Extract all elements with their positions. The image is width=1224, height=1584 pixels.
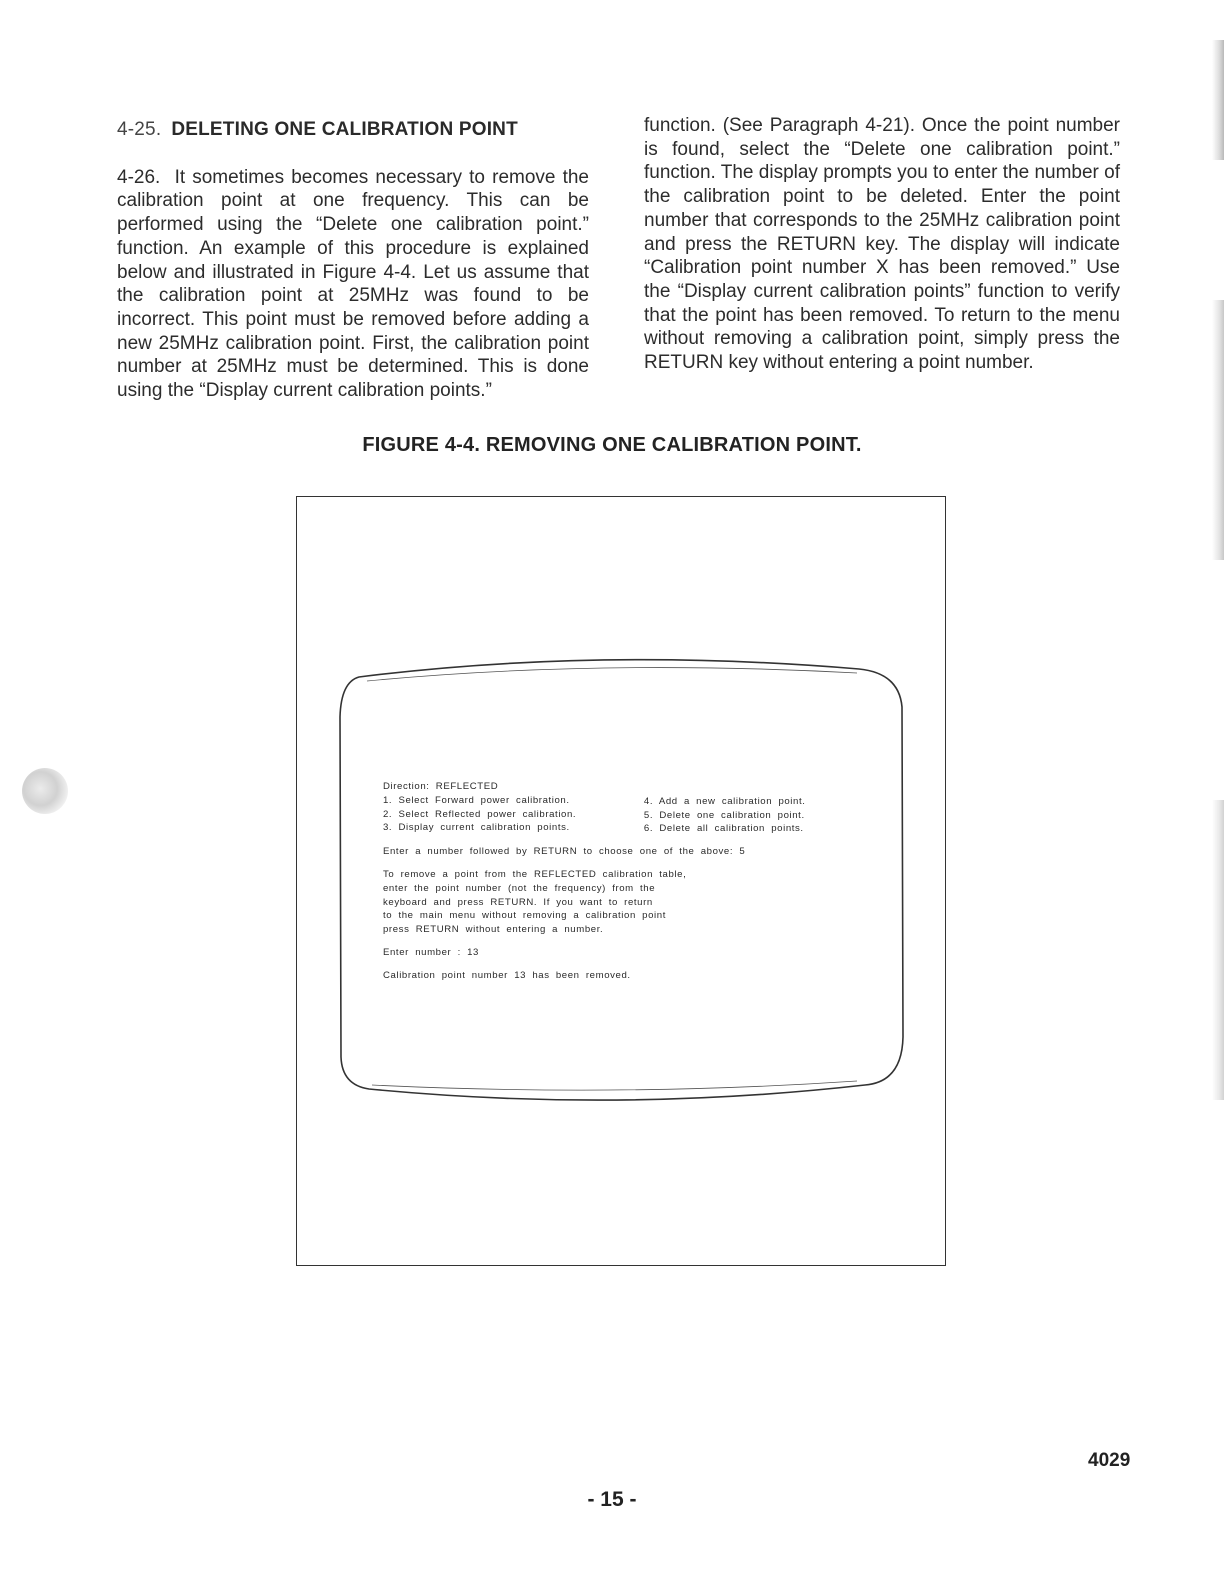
paragraph-text-left: It sometimes becomes necessary to remove the calibration point at one frequency. This can be performed using the “Delete one calibration point.” function. An example of this procedure is explained below and illustrated in Figure 4-4. Let us assume that the calibration point at 25MHz was found to be incorrect. This point must be removed before adding a new 25MHz calibration point. First, the calibration point number at 25MHz must be determined. This is done using the “Display current calibration points.” bbox=[117, 166, 590, 402]
scan-edge-mark bbox=[1212, 40, 1224, 160]
terminal-screen bbox=[383, 780, 863, 983]
menu-item: 5. Delete one calibration point. bbox=[643, 809, 805, 821]
result-line: Calibration point number 13 has been removed. bbox=[383, 969, 631, 981]
menu-item: 1. Select Forward power calibration. bbox=[383, 794, 570, 806]
enter-number-line: Enter number : 13 bbox=[383, 946, 479, 958]
document-number: 4029 bbox=[1088, 1450, 1131, 1471]
menu-column-right bbox=[644, 795, 863, 836]
menu-item: 4. Add a new calibration point. bbox=[643, 795, 806, 807]
section-heading bbox=[117, 118, 589, 142]
binder-hole-mark bbox=[22, 768, 68, 814]
paragraph-text-right: function. (See Paragraph 4-21). Once the point number is found, select the “Delete one calibration point.” function. The display prompts you to enter the number of the calibration point to be deleted. Enter the point number that corresponds to the 25MHz calibration point and press the RETURN key. The display will indicate “Calibration point number X has been removed.” Use the “Display current calibration points” function to verify that the point has been removed. To return to the menu without removing a calibration point, simply press the RETURN key without entering a point number. bbox=[644, 115, 1120, 374]
left-column bbox=[117, 118, 589, 403]
figure-frame bbox=[296, 496, 946, 1266]
instruction-line: keyboard and press RETURN. If you want to return bbox=[383, 896, 653, 908]
instruction-line: enter the point number (not the frequency) from the bbox=[383, 882, 656, 894]
instruction-line: To remove a point from the REFLECTED calibration table, bbox=[383, 868, 687, 880]
main-menu bbox=[383, 794, 863, 836]
instruction-line: to the main menu without removing a calibration point bbox=[383, 910, 666, 922]
section-number: 4-25. bbox=[117, 119, 162, 140]
paragraph-left bbox=[117, 166, 589, 403]
paragraph-number: 4-26. bbox=[117, 166, 161, 188]
right-column bbox=[644, 114, 1120, 375]
menu-column-left bbox=[383, 794, 644, 836]
menu-item: 6. Delete all calibration points. bbox=[643, 823, 804, 835]
choose-prompt: Enter a number followed by RETURN to choose one of the above: 5 bbox=[383, 846, 746, 858]
menu-item: 2. Select Reflected power calibration. bbox=[383, 808, 577, 820]
figure-caption: FIGURE 4-4. REMOVING ONE CALIBRATION POINT. bbox=[362, 434, 862, 456]
menu-item: 3. Display current calibration points. bbox=[383, 822, 570, 834]
direction-line: Direction: REFLECTED bbox=[383, 781, 499, 792]
scan-edge-mark bbox=[1212, 800, 1224, 1100]
section-title: DELETING ONE CALIBRATION POINT bbox=[171, 119, 518, 140]
scan-edge-mark bbox=[1212, 300, 1224, 560]
page-number: - 15 - bbox=[587, 1488, 637, 1511]
instruction-line: press RETURN without entering a number. bbox=[383, 924, 604, 936]
